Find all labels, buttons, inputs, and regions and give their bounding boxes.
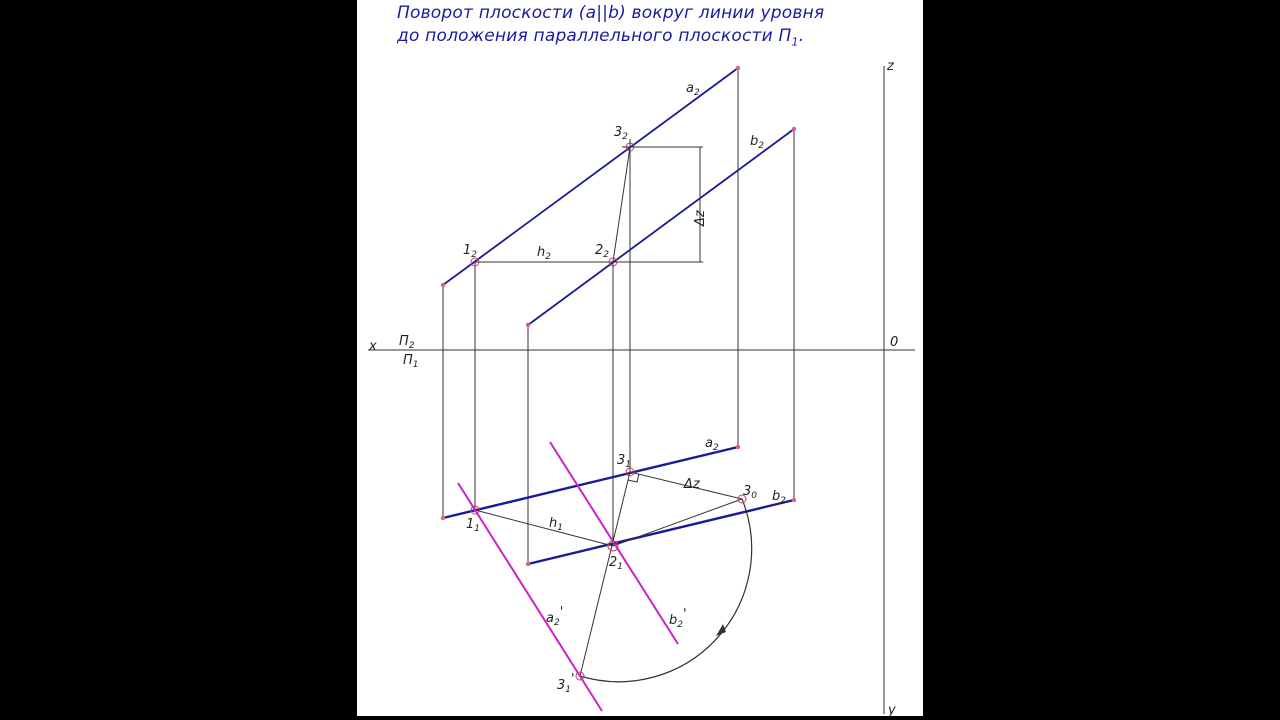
label-axis-z: z: [887, 59, 894, 74]
label-h2-main: h: [537, 245, 546, 260]
label-a1-top-main: a: [705, 436, 713, 451]
label-a2-front-sub: 2: [693, 88, 700, 98]
label-point-3-1p-mark: ': [571, 672, 575, 687]
label-point-2-2: [595, 243, 609, 260]
label-plane-p2-main: П: [399, 334, 409, 349]
label-b1-top: [772, 489, 786, 506]
dot-a2-end: [736, 66, 740, 70]
label-h1-main: h: [549, 516, 558, 531]
label-point-3-1p-main: 3: [557, 678, 566, 693]
label-point-1-2-main: 1: [463, 243, 472, 258]
label-point-2-1-sub: 1: [617, 562, 624, 572]
dot-b2-end: [792, 127, 796, 131]
label-point-3-0-main: 3: [743, 484, 752, 499]
label-b2-rot-main: b: [669, 613, 678, 628]
label-plane-p1-main: П: [403, 353, 413, 368]
label-point-3-2: [614, 125, 628, 142]
label-point-3-1p-sub: 1: [565, 685, 572, 695]
dot-b1-end: [792, 498, 796, 502]
label-origin: 0: [890, 335, 899, 350]
label-plane-p2: [399, 334, 415, 351]
label-plane-p1-sub: 1: [412, 360, 419, 370]
label-h2-sub: 2: [545, 252, 551, 262]
label-plane-p1: [403, 353, 419, 370]
label-b2-rot-mark: ': [683, 607, 687, 622]
label-delta-z-top: Δz: [684, 477, 700, 492]
label-axis-x: x: [369, 339, 377, 354]
label-point-2-1: [609, 555, 623, 572]
label-h1: [549, 516, 563, 533]
line-3-2-to-2-2: [613, 147, 630, 262]
dot-a1-end: [736, 445, 740, 449]
label-point-2-2-main: 2: [595, 243, 604, 258]
line-a2-rotated: [458, 483, 602, 711]
label-b2-front-main: b: [750, 134, 759, 149]
title-line-2-end: .: [798, 26, 805, 46]
dot-a1-start: [441, 516, 445, 520]
label-h2: [537, 245, 551, 262]
title-line-2-sub: 1: [791, 35, 799, 49]
title-line-1: Поворот плоскости (a||b) вокруг линии уровня: [397, 3, 825, 23]
label-a1-top: [705, 436, 719, 453]
label-b2-rotated: [669, 607, 687, 630]
label-point-1-2-sub: 2: [471, 250, 478, 260]
label-a2-rot-mark: ': [559, 605, 564, 620]
label-a1-top-sub: 2: [712, 443, 719, 453]
label-b1-top-sub: 2: [780, 496, 786, 506]
label-axis-y: y: [888, 703, 896, 716]
label-point-1-2: [463, 243, 477, 260]
label-b2-front-sub: 2: [758, 141, 764, 151]
line-h1: [475, 510, 613, 546]
label-a2-rot-sub: 2: [553, 618, 560, 628]
title-line-2-text: до положения параллельного плоскости П: [397, 26, 792, 46]
drawing-sheet: [357, 0, 923, 716]
label-a2-rot-main: a: [546, 611, 554, 626]
dot-a2-start: [441, 283, 445, 287]
label-point-3-1-main: 3: [617, 453, 626, 468]
label-a2-rotated: [546, 605, 563, 628]
line-a2-front: [443, 68, 738, 285]
label-point-3-2-sub: 2: [622, 132, 629, 142]
label-point-1-1-main: 1: [466, 517, 475, 532]
label-point-3-1-prime: [557, 672, 575, 695]
label-point-3-0-sub: 0: [751, 491, 758, 501]
dot-b2-start: [526, 323, 530, 327]
label-point-1-1: [466, 517, 480, 534]
label-b1-top-main: b: [772, 489, 781, 504]
label-point-2-2-sub: 2: [603, 250, 610, 260]
label-plane-p2-sub: 2: [408, 341, 415, 351]
label-point-3-1: [617, 453, 631, 470]
hypotenuse-line: [613, 499, 742, 546]
label-point-3-2-main: 3: [614, 125, 623, 140]
label-point-2-1-main: 2: [609, 555, 618, 570]
line-b2-rotated: [550, 442, 678, 644]
label-h1-sub: 1: [557, 523, 563, 533]
label-point-3-0: [743, 484, 757, 501]
line-b1-top: [528, 500, 794, 564]
label-b2-rot-sub: 2: [677, 620, 683, 630]
label-delta-z-front: Δz: [693, 210, 708, 226]
label-point-1-1-sub: 1: [474, 524, 481, 534]
label-point-3-1-sub: 1: [625, 460, 632, 470]
label-b2-front: [750, 134, 764, 151]
label-a2-front-main: a: [686, 81, 694, 96]
line-b2-front: [528, 129, 794, 325]
label-a2-front: [686, 81, 700, 98]
dot-b1-start: [526, 562, 530, 566]
projection-drawing: [357, 0, 923, 716]
